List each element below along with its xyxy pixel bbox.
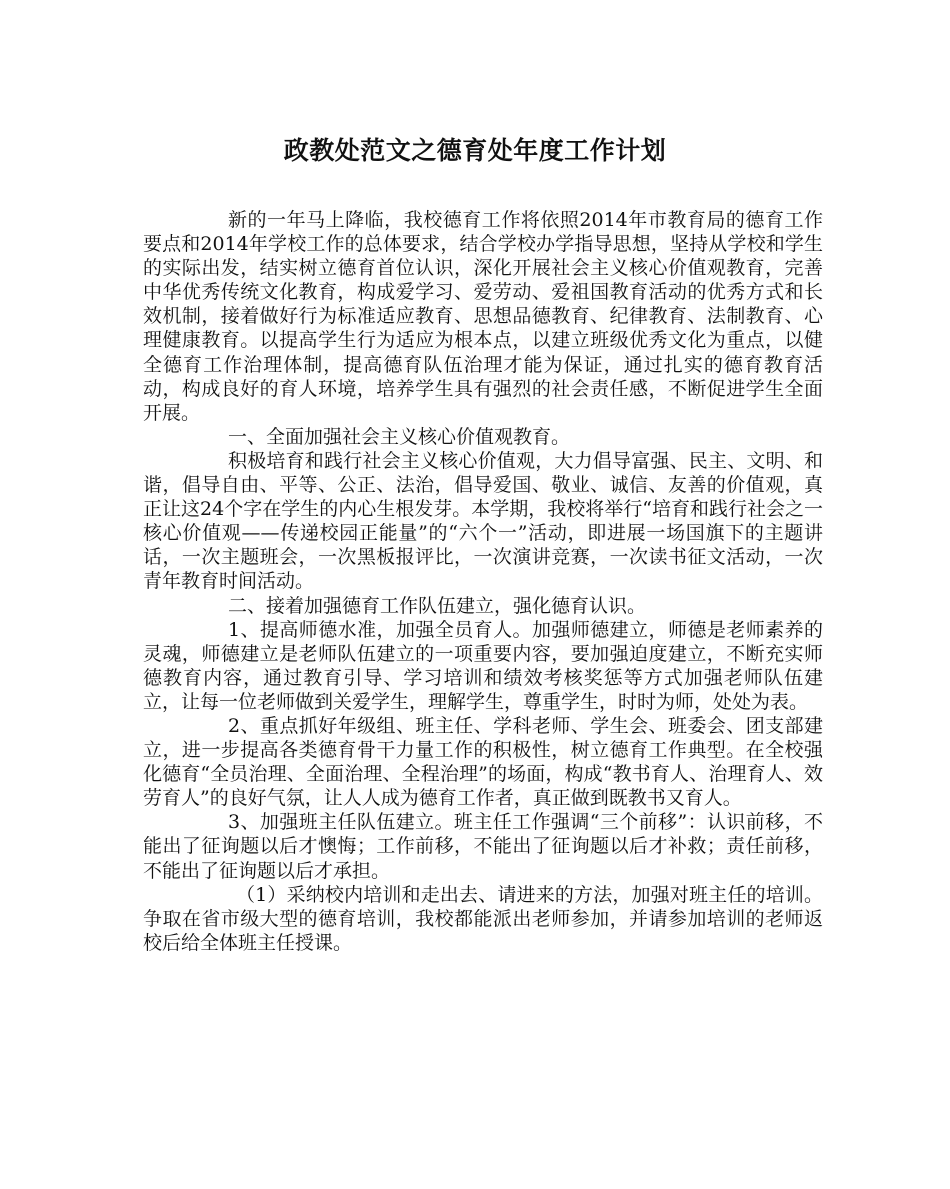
- section-1-paragraph: 积极培育和践行社会主义核心价值观，大力倡导富强、民主、文明、和谐，倡导自由、平等、公正、法治，倡导爱国、敬业、诚信、友善的价值观，真正让这24个字在学生的内心生根发芽。本学期，我校将举行“培育和践行社会之一核心价值观——传递校园正能量”的“六个一”活动，即进展一场国旗下的主题讲话，一次主题班会，一次黑板报评比，一次演讲竞赛，一次读书征文活动，一次青年教育时间活动。: [143, 449, 823, 593]
- section-heading-2: 二、接着加强德育工作队伍建立，强化德育认识。: [228, 594, 647, 617]
- document-title: 政教处范文之德育处年度工作计划: [283, 136, 667, 165]
- item-2-paragraph: 2、重点抓好年级组、班主任、学科老师、学生会、班委会、团支部建立，进一步提高各类德育骨干力量工作的积极性，树立德育工作典型。在全校强化德育“全员治理、全面治理、全程治理”的场面，构成“教书育人、治理育人、效劳育人”的良好气氛，让人人成为德育工作者，真正做到既教书又育人。: [143, 714, 823, 810]
- intro-paragraph: 新的一年马上降临，我校德育工作将依照2014年市教育局的德育工作要点和2014年学校工作的总体要求，结合学校办学指导思想，坚持从学校和学生的实际出发，结实树立德育首位认识，深化开展社会主义核心价值观教育，完善中华优秀传统文化教育，构成爱学习、爱劳动、爱祖国教育活动的优秀方式和长效机制，接着做好行为标准适应教育、思想品德教育、纪律教育、法制教育、心理健康教育。以提高学生行为适应为根本点，以建立班级优秀文化为重点，以健全德育工作治理体制，提高德育队伍治理才能为保证，通过扎实的德育教育活动，构成良好的育人环境，培养学生具有强烈的社会责任感，不断促进学生全面开展。: [143, 209, 823, 424]
- document-body: [143, 208, 823, 955]
- item-3-paragraph: 3、加强班主任队伍建立。班主任工作强调“三个前移”：认识前移，不能出了征询题以后才懊悔；工作前移，不能出了征询题以后才补救；责任前移，不能出了征询题以后才承担。: [143, 811, 823, 882]
- sub-item-1-paragraph: （1）采纳校内培训和走出去、请进来的方法，加强对班主任的培训。争取在省市级大型的德育培训，我校都能派出老师参加，并请参加培训的老师返校后给全体班主任授课。: [143, 883, 823, 954]
- section-heading-1: 一、全面加强社会主义核心价值观教育。: [228, 425, 571, 448]
- item-1-paragraph: 1、提高师德水准，加强全员育人。加强师德建立，师德是老师素养的灵魂，师德建立是老师队伍建立的一项重要内容，要加强迫度建立，不断充实师德教育内容，通过教育引导、学习培训和绩效考核奖惩等方式加强老师队伍建立，让每一位老师做到关爱学生，理解学生，尊重学生，时时为师，处处为表。: [143, 618, 823, 713]
